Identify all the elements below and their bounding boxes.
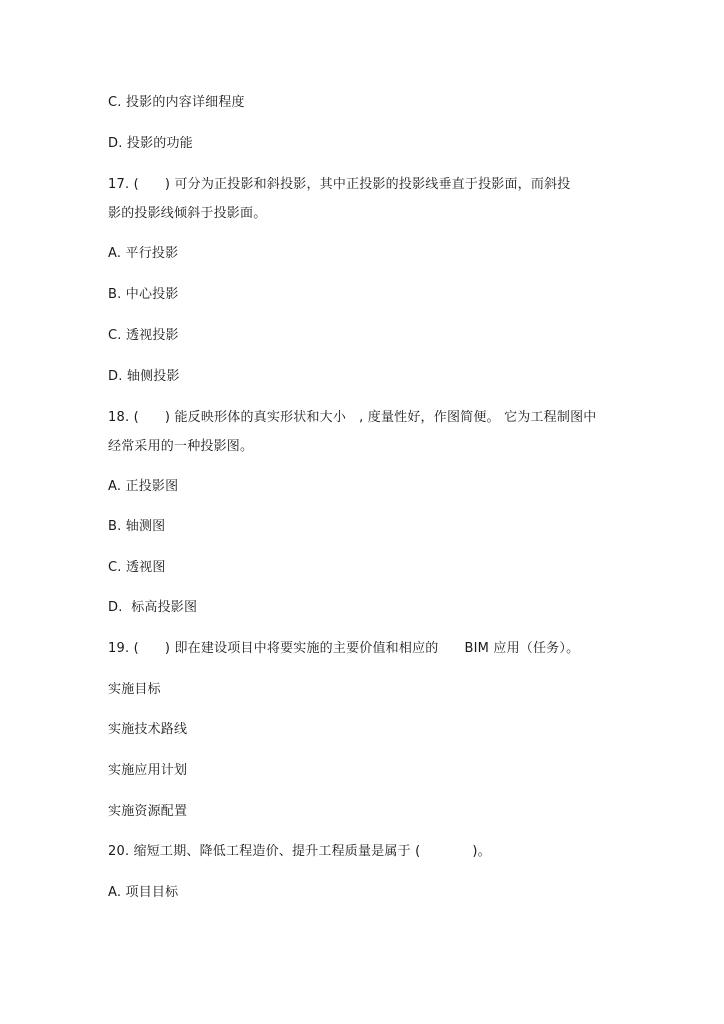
question-17-line-2: 影的投影线倾斜于投影面。 xyxy=(108,206,267,221)
question-20: 20. 缩短工期、降低工程造价、提升工程质量是属于 ( )。 xyxy=(108,844,491,859)
option-a-q18: A. 正投影图 xyxy=(108,479,179,494)
option-b-q17: B. 中心投影 xyxy=(108,287,179,302)
question-19: 19. ( ) 即在建设项目中将要实施的主要价值和相应的 BIM 应用（任务）。 xyxy=(108,641,580,656)
option-c-q18: C. 透视图 xyxy=(108,560,166,575)
option-c-q16: C. 投影的内容详细程度 xyxy=(108,95,245,110)
question-18-line-1: 18. ( ) 能反映形体的真实形状和大小 , 度量性好，作图简便。 它为工程制图中 xyxy=(108,410,597,425)
option-a-q17: A. 平行投影 xyxy=(108,246,179,261)
option-c-q17: C. 透视投影 xyxy=(108,328,179,343)
option-q19-1: 实施目标 xyxy=(108,682,161,697)
option-a-q20: A. 项目目标 xyxy=(108,885,179,900)
question-17-line-1: 17. ( ) 可分为正投影和斜投影，其中正投影的投影线垂直于投影面，而斜投 xyxy=(108,177,571,192)
option-d-q16: D. 投影的功能 xyxy=(108,136,193,151)
option-d-q17: D. 轴侧投影 xyxy=(108,369,180,384)
option-q19-3: 实施应用计划 xyxy=(108,763,188,778)
option-b-q18: B. 轴测图 xyxy=(108,519,166,534)
option-q19-2: 实施技术路线 xyxy=(108,722,188,737)
option-d-q18: D. 标高投影图 xyxy=(108,600,198,615)
option-q19-4: 实施资源配置 xyxy=(108,804,188,819)
question-18-line-2: 经常采用的一种投影图。 xyxy=(108,439,254,454)
